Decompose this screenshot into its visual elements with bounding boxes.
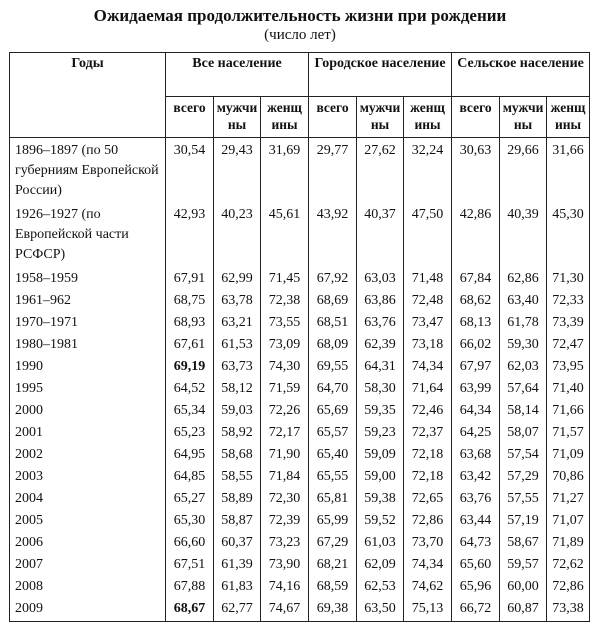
value-cell: 58,14 xyxy=(500,401,547,423)
value-cell: 72,47 xyxy=(547,335,590,357)
value-cell: 72,86 xyxy=(404,511,452,533)
value-cell: 59,03 xyxy=(214,401,261,423)
year-cell: 1961–962 xyxy=(10,291,166,313)
year-cell: 2004 xyxy=(10,489,166,511)
value-cell: 59,35 xyxy=(357,401,404,423)
value-cell: 60,37 xyxy=(214,533,261,555)
value-cell: 42,93 xyxy=(166,205,214,269)
value-cell: 73,18 xyxy=(404,335,452,357)
value-cell: 58,89 xyxy=(214,489,261,511)
value-cell: 68,69 xyxy=(309,291,357,313)
value-cell: 67,29 xyxy=(309,533,357,555)
value-cell: 67,92 xyxy=(309,269,357,291)
value-cell: 45,61 xyxy=(261,205,309,269)
value-cell: 59,23 xyxy=(357,423,404,445)
value-cell: 58,87 xyxy=(214,511,261,533)
value-cell: 65,34 xyxy=(166,401,214,423)
value-cell: 59,00 xyxy=(357,467,404,489)
value-cell: 57,55 xyxy=(500,489,547,511)
value-cell: 61,53 xyxy=(214,335,261,357)
value-cell: 73,09 xyxy=(261,335,309,357)
value-cell: 67,51 xyxy=(166,555,214,577)
value-cell: 68,21 xyxy=(309,555,357,577)
year-cell: 2001 xyxy=(10,423,166,445)
value-cell: 59,30 xyxy=(500,335,547,357)
value-cell: 74,34 xyxy=(404,357,452,379)
header-sub: мужчи ны xyxy=(500,97,547,138)
value-cell: 61,78 xyxy=(500,313,547,335)
value-cell: 69,38 xyxy=(309,599,357,622)
value-cell: 73,55 xyxy=(261,313,309,335)
value-cell: 74,62 xyxy=(404,577,452,599)
value-cell: 62,77 xyxy=(214,599,261,622)
value-cell: 62,09 xyxy=(357,555,404,577)
value-cell: 63,76 xyxy=(357,313,404,335)
table-row xyxy=(10,313,590,335)
header-sub: женщ ины xyxy=(261,97,309,138)
value-cell: 71,57 xyxy=(547,423,590,445)
value-cell: 30,54 xyxy=(166,138,214,206)
value-cell: 63,21 xyxy=(214,313,261,335)
header-group-all: Все население xyxy=(166,53,309,97)
value-cell: 72,48 xyxy=(404,291,452,313)
value-cell: 65,27 xyxy=(166,489,214,511)
value-cell: 64,25 xyxy=(452,423,500,445)
value-cell: 61,03 xyxy=(357,533,404,555)
value-cell: 60,00 xyxy=(500,577,547,599)
value-cell: 68,62 xyxy=(452,291,500,313)
value-cell: 72,33 xyxy=(547,291,590,313)
value-cell: 72,46 xyxy=(404,401,452,423)
value-cell: 57,19 xyxy=(500,511,547,533)
value-cell: 47,50 xyxy=(404,205,452,269)
value-cell: 68,13 xyxy=(452,313,500,335)
table-row xyxy=(10,423,590,445)
table-row xyxy=(10,511,590,533)
value-cell: 73,39 xyxy=(547,313,590,335)
value-cell: 73,70 xyxy=(404,533,452,555)
table-row xyxy=(10,533,590,555)
table-row xyxy=(10,335,590,357)
value-cell: 72,86 xyxy=(547,577,590,599)
value-cell: 63,50 xyxy=(357,599,404,622)
value-cell: 71,27 xyxy=(547,489,590,511)
value-cell: 74,16 xyxy=(261,577,309,599)
value-cell: 61,39 xyxy=(214,555,261,577)
value-cell: 27,62 xyxy=(357,138,404,206)
year-cell: 1990 xyxy=(10,357,166,379)
value-cell: 65,60 xyxy=(452,555,500,577)
value-cell: 57,29 xyxy=(500,467,547,489)
value-cell: 72,17 xyxy=(261,423,309,445)
value-cell: 73,47 xyxy=(404,313,452,335)
table-row xyxy=(10,138,590,206)
value-cell: 64,70 xyxy=(309,379,357,401)
year-cell: 2003 xyxy=(10,467,166,489)
value-cell: 63,78 xyxy=(214,291,261,313)
value-cell: 71,40 xyxy=(547,379,590,401)
value-cell: 73,95 xyxy=(547,357,590,379)
header-group-urban: Городское население xyxy=(309,53,452,97)
value-cell: 69,19 xyxy=(166,357,214,379)
table-row xyxy=(10,379,590,401)
value-cell: 73,38 xyxy=(547,599,590,622)
header-sub: мужчи ны xyxy=(214,97,261,138)
value-cell: 74,34 xyxy=(404,555,452,577)
table-row xyxy=(10,467,590,489)
year-cell: 2009 xyxy=(10,599,166,622)
year-cell: 2005 xyxy=(10,511,166,533)
value-cell: 63,73 xyxy=(214,357,261,379)
value-cell: 65,96 xyxy=(452,577,500,599)
year-cell: 2006 xyxy=(10,533,166,555)
value-cell: 74,30 xyxy=(261,357,309,379)
value-cell: 73,90 xyxy=(261,555,309,577)
value-cell: 71,09 xyxy=(547,445,590,467)
value-cell: 72,62 xyxy=(547,555,590,577)
value-cell: 71,84 xyxy=(261,467,309,489)
value-cell: 58,55 xyxy=(214,467,261,489)
value-cell: 59,57 xyxy=(500,555,547,577)
year-cell: 1980–1981 xyxy=(10,335,166,357)
value-cell: 42,86 xyxy=(452,205,500,269)
value-cell: 62,03 xyxy=(500,357,547,379)
value-cell: 71,89 xyxy=(547,533,590,555)
value-cell: 63,68 xyxy=(452,445,500,467)
value-cell: 72,38 xyxy=(261,291,309,313)
value-cell: 64,95 xyxy=(166,445,214,467)
value-cell: 29,43 xyxy=(214,138,261,206)
year-cell: 1970–1971 xyxy=(10,313,166,335)
value-cell: 72,18 xyxy=(404,445,452,467)
value-cell: 58,07 xyxy=(500,423,547,445)
value-cell: 72,37 xyxy=(404,423,452,445)
table-row xyxy=(10,357,590,379)
year-cell: 1995 xyxy=(10,379,166,401)
year-cell: 2000 xyxy=(10,401,166,423)
page-title: Ожидаемая продолжительность жизни при рождении xyxy=(93,6,507,25)
value-cell: 71,48 xyxy=(404,269,452,291)
value-cell: 45,30 xyxy=(547,205,590,269)
value-cell: 63,40 xyxy=(500,291,547,313)
value-cell: 43,92 xyxy=(309,205,357,269)
table-row xyxy=(10,489,590,511)
value-cell: 31,66 xyxy=(547,138,590,206)
value-cell: 29,77 xyxy=(309,138,357,206)
table-row xyxy=(10,577,590,599)
value-cell: 69,55 xyxy=(309,357,357,379)
value-cell: 70,86 xyxy=(547,467,590,489)
value-cell: 66,72 xyxy=(452,599,500,622)
value-cell: 62,99 xyxy=(214,269,261,291)
value-cell: 58,30 xyxy=(357,379,404,401)
header-years: Годы xyxy=(10,53,166,138)
table-row xyxy=(10,555,590,577)
page-subtitle: (число лет) xyxy=(264,27,336,43)
header-sub: всего xyxy=(309,97,357,138)
year-cell: 2002 xyxy=(10,445,166,467)
table-row xyxy=(10,599,590,622)
table-body xyxy=(10,138,590,622)
value-cell: 59,38 xyxy=(357,489,404,511)
value-cell: 65,40 xyxy=(309,445,357,467)
value-cell: 71,66 xyxy=(547,401,590,423)
value-cell: 72,26 xyxy=(261,401,309,423)
value-cell: 72,18 xyxy=(404,467,452,489)
value-cell: 63,86 xyxy=(357,291,404,313)
value-cell: 68,59 xyxy=(309,577,357,599)
value-cell: 67,84 xyxy=(452,269,500,291)
value-cell: 60,87 xyxy=(500,599,547,622)
value-cell: 58,67 xyxy=(500,533,547,555)
value-cell: 58,12 xyxy=(214,379,261,401)
table-row xyxy=(10,445,590,467)
value-cell: 62,53 xyxy=(357,577,404,599)
value-cell: 58,92 xyxy=(214,423,261,445)
value-cell: 72,65 xyxy=(404,489,452,511)
value-cell: 64,73 xyxy=(452,533,500,555)
value-cell: 73,23 xyxy=(261,533,309,555)
value-cell: 61,83 xyxy=(214,577,261,599)
value-cell: 63,76 xyxy=(452,489,500,511)
value-cell: 57,64 xyxy=(500,379,547,401)
year-cell: 2008 xyxy=(10,577,166,599)
header-sub: всего xyxy=(452,97,500,138)
header-sub: мужчи ны xyxy=(357,97,404,138)
header-sub: женщ ины xyxy=(404,97,452,138)
value-cell: 71,64 xyxy=(404,379,452,401)
value-cell: 30,63 xyxy=(452,138,500,206)
year-cell: 1958–1959 xyxy=(10,269,166,291)
value-cell: 64,34 xyxy=(452,401,500,423)
value-cell: 40,39 xyxy=(500,205,547,269)
value-cell: 65,99 xyxy=(309,511,357,533)
value-cell: 71,90 xyxy=(261,445,309,467)
value-cell: 64,52 xyxy=(166,379,214,401)
value-cell: 67,91 xyxy=(166,269,214,291)
header-sub: женщ ины xyxy=(547,97,590,138)
value-cell: 68,67 xyxy=(166,599,214,622)
value-cell: 65,30 xyxy=(166,511,214,533)
value-cell: 31,69 xyxy=(261,138,309,206)
value-cell: 58,68 xyxy=(214,445,261,467)
value-cell: 74,67 xyxy=(261,599,309,622)
value-cell: 63,99 xyxy=(452,379,500,401)
value-cell: 65,23 xyxy=(166,423,214,445)
value-cell: 72,39 xyxy=(261,511,309,533)
value-cell: 40,37 xyxy=(357,205,404,269)
value-cell: 66,60 xyxy=(166,533,214,555)
value-cell: 63,03 xyxy=(357,269,404,291)
year-cell: 2007 xyxy=(10,555,166,577)
value-cell: 67,97 xyxy=(452,357,500,379)
value-cell: 59,52 xyxy=(357,511,404,533)
table-row xyxy=(10,291,590,313)
value-cell: 63,44 xyxy=(452,511,500,533)
header-group-rural: Сельское население xyxy=(452,53,590,97)
year-cell: 1926–1927 (по Европейской части РСФСР) xyxy=(10,205,166,269)
value-cell: 67,61 xyxy=(166,335,214,357)
value-cell: 71,07 xyxy=(547,511,590,533)
life-expectancy-table xyxy=(9,52,590,622)
value-cell: 64,31 xyxy=(357,357,404,379)
value-cell: 65,81 xyxy=(309,489,357,511)
year-cell: 1896–1897 (по 50 губерниям Европейской России) xyxy=(10,138,166,206)
value-cell: 65,55 xyxy=(309,467,357,489)
value-cell: 68,75 xyxy=(166,291,214,313)
value-cell: 65,69 xyxy=(309,401,357,423)
value-cell: 68,51 xyxy=(309,313,357,335)
table-row xyxy=(10,205,590,269)
value-cell: 66,02 xyxy=(452,335,500,357)
table-row xyxy=(10,401,590,423)
value-cell: 64,85 xyxy=(166,467,214,489)
header-sub: всего xyxy=(166,97,214,138)
value-cell: 62,86 xyxy=(500,269,547,291)
value-cell: 72,30 xyxy=(261,489,309,511)
value-cell: 67,88 xyxy=(166,577,214,599)
value-cell: 32,24 xyxy=(404,138,452,206)
value-cell: 75,13 xyxy=(404,599,452,622)
value-cell: 29,66 xyxy=(500,138,547,206)
value-cell: 65,57 xyxy=(309,423,357,445)
value-cell: 68,93 xyxy=(166,313,214,335)
value-cell: 68,09 xyxy=(309,335,357,357)
value-cell: 59,09 xyxy=(357,445,404,467)
value-cell: 57,54 xyxy=(500,445,547,467)
value-cell: 40,23 xyxy=(214,205,261,269)
value-cell: 63,42 xyxy=(452,467,500,489)
table-row xyxy=(10,269,590,291)
value-cell: 62,39 xyxy=(357,335,404,357)
value-cell: 71,59 xyxy=(261,379,309,401)
value-cell: 71,45 xyxy=(261,269,309,291)
value-cell: 71,30 xyxy=(547,269,590,291)
